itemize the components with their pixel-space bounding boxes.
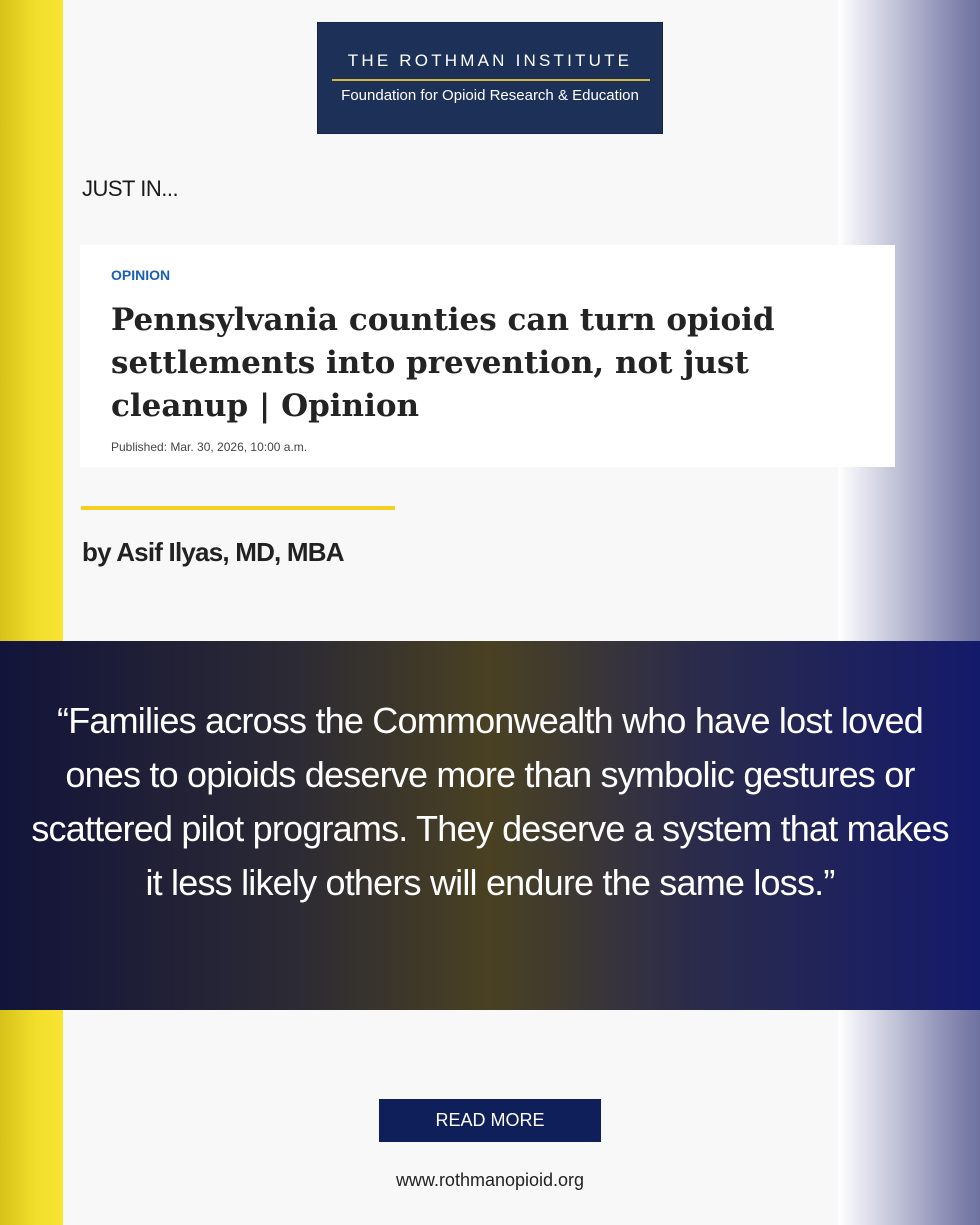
intro-label: JUST IN... bbox=[82, 176, 179, 201]
author-byline: by Asif Ilyas, MD, MBA bbox=[82, 537, 344, 567]
logo-subtitle: Foundation for Opioid Research & Education bbox=[341, 87, 639, 104]
logo-title: THE ROTHMAN INSTITUTE bbox=[347, 51, 633, 70]
quote-band bbox=[0, 641, 980, 1010]
logo-divider bbox=[332, 79, 650, 81]
institute-logo bbox=[317, 22, 663, 134]
article-published-date: Published: Mar. 30, 2026, 10:00 a.m. bbox=[111, 440, 308, 454]
article-title[interactable]: Pennsylvania counties can turn opioid settlements into prevention, not just cleanup | Opinion bbox=[111, 302, 775, 424]
right-accent-bar bbox=[838, 0, 980, 1225]
read-more-button[interactable]: READ MORE bbox=[379, 1099, 601, 1142]
yellow-divider bbox=[81, 506, 395, 510]
content-panel bbox=[63, 0, 838, 1225]
article-card[interactable] bbox=[80, 245, 895, 467]
article-kicker: OPINION bbox=[111, 267, 171, 283]
left-accent-bar bbox=[0, 0, 63, 1225]
pull-quote: “Families across the Commonwealth who have lost loved ones to opioids deserve more than symbolic gestures or scattered pilot programs. They deserve a system that makes it less likely others will endure the same loss.” bbox=[31, 700, 949, 903]
website-link[interactable]: www.rothmanopioid.org bbox=[395, 1170, 585, 1190]
